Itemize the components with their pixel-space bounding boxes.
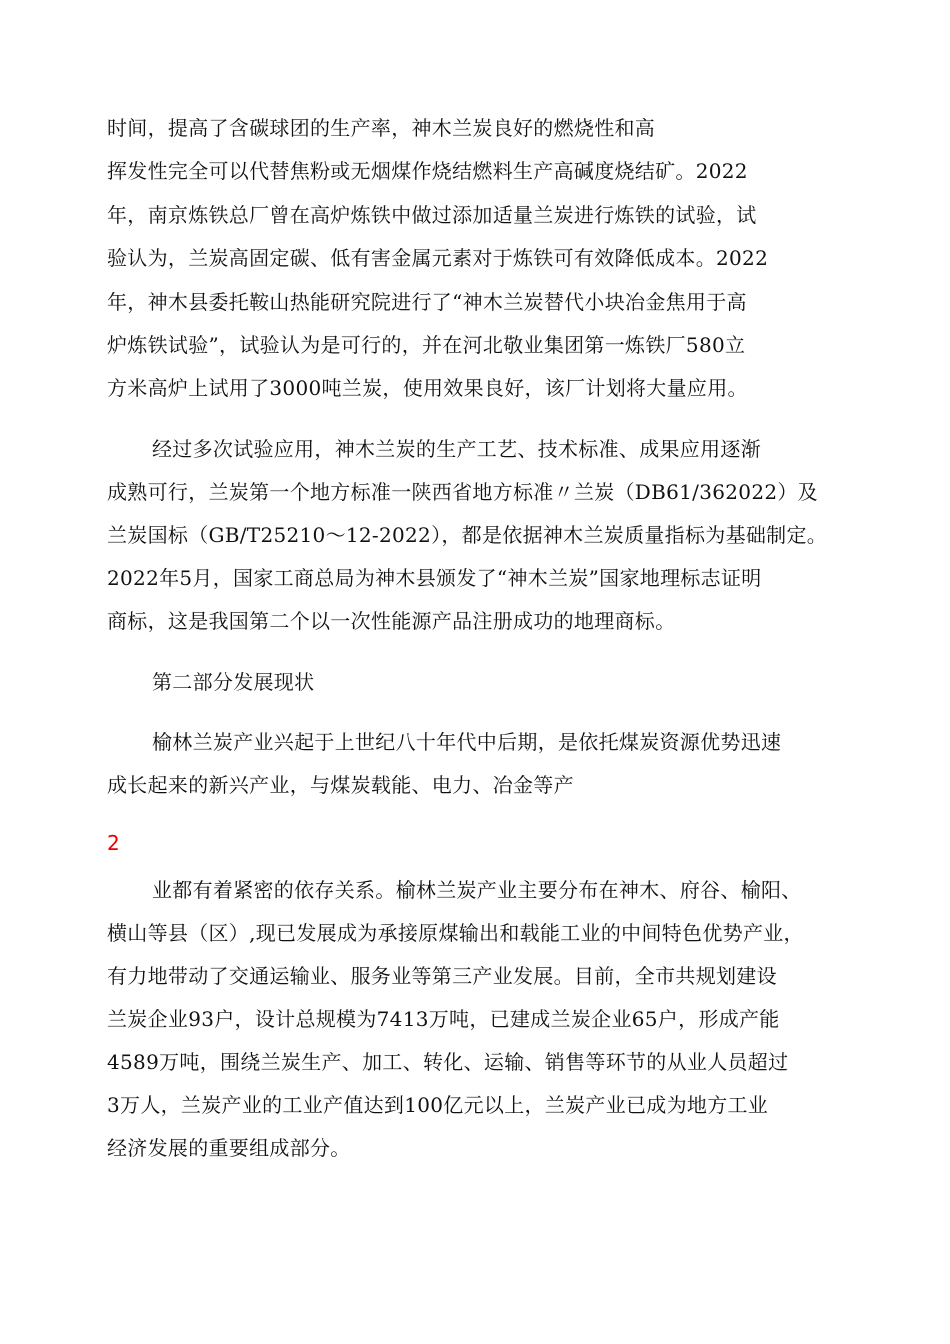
paragraph-1-line-3: 年，南京炼铁总厂曾在高炉炼铁中做过添加适量兰炭进行炼铁的试验，试 — [107, 203, 757, 227]
paragraph-1-line-5: 年，神木县委托鞍山热能研究院进行了“神木兰炭替代小块冶金焦用于高 — [107, 290, 747, 314]
paragraph-2-line-3: 兰炭国标（GB/T25210〜12-2022），都是依据神木兰炭质量指标为基础制定。 — [107, 523, 828, 547]
paragraph-2-line-4: 2022年5月，国家工商总局为神木县颁发了“神木兰炭”国家地理标志证明 — [107, 566, 762, 590]
paragraph-1-line-1: 时间，提高了含碳球团的生产率，神木兰炭良好的燃烧性和高 — [107, 116, 656, 140]
paragraph-1-line-7: 方米高炉上试用了3000吨兰炭，使用效果良好，该厂计划将大量应用。 — [107, 376, 748, 400]
page-number: 2 — [107, 831, 120, 855]
section-heading: 第二部分发展现状 — [152, 670, 315, 694]
paragraph-4-line-6: 3万人，兰炭产业的工业产值达到100亿元以上，兰炭产业已成为地方工业 — [107, 1093, 769, 1117]
paragraph-3-line-2: 成长起来的新兴产业，与煤炭载能、电力、冶金等产 — [107, 773, 574, 797]
paragraph-4-line-1: 业都有着紧密的依存关系。榆林兰炭产业主要分布在神木、府谷、榆阳、 — [152, 878, 802, 902]
paragraph-1-line-2: 挥发性完全可以代替焦粉或无烟煤作烧结燃料生产高碱度烧结矿。2022 — [107, 159, 748, 183]
paragraph-4-line-2: 横山等县（区）,现已发展成为承接原煤输出和载能工业的中间特色优势产业， — [107, 921, 804, 945]
paragraph-2-line-2: 成熟可行，兰炭第一个地方标准一陕西省地方标准〃兰炭（DB61/362022）及 — [107, 480, 818, 504]
paragraph-2-line-5: 商标，这是我国第二个以一次性能源产品注册成功的地理商标。 — [107, 609, 676, 633]
paragraph-2-line-1: 经过多次试验应用，神木兰炭的生产工艺、技术标准、成果应用逐渐 — [152, 437, 761, 461]
paragraph-1-line-4: 验认为，兰炭高固定碳、低有害金属元素对于炼铁可有效降低成本。2022 — [107, 246, 769, 270]
paragraph-4-line-3: 有力地带动了交通运输业、服务业等第三产业发展。目前，全市共规划建设 — [107, 964, 777, 988]
paragraph-4-line-4: 兰炭企业93户，设计总规模为7413万吨，已建成兰炭企业65户，形成产能 — [107, 1007, 780, 1031]
paragraph-4-line-7: 经济发展的重要组成部分。 — [107, 1136, 351, 1160]
paragraph-1-line-6: 炉炼铁试验”，试验认为是可行的，并在河北敬业集团第一炼铁厂580立 — [107, 333, 746, 357]
paragraph-4-line-5: 4589万吨，围绕兰炭生产、加工、转化、运输、销售等环节的从业人员超过 — [107, 1050, 789, 1074]
paragraph-3-line-1: 榆林兰炭产业兴起于上世纪八十年代中后期，是依托煤炭资源优势迅速 — [152, 730, 782, 754]
